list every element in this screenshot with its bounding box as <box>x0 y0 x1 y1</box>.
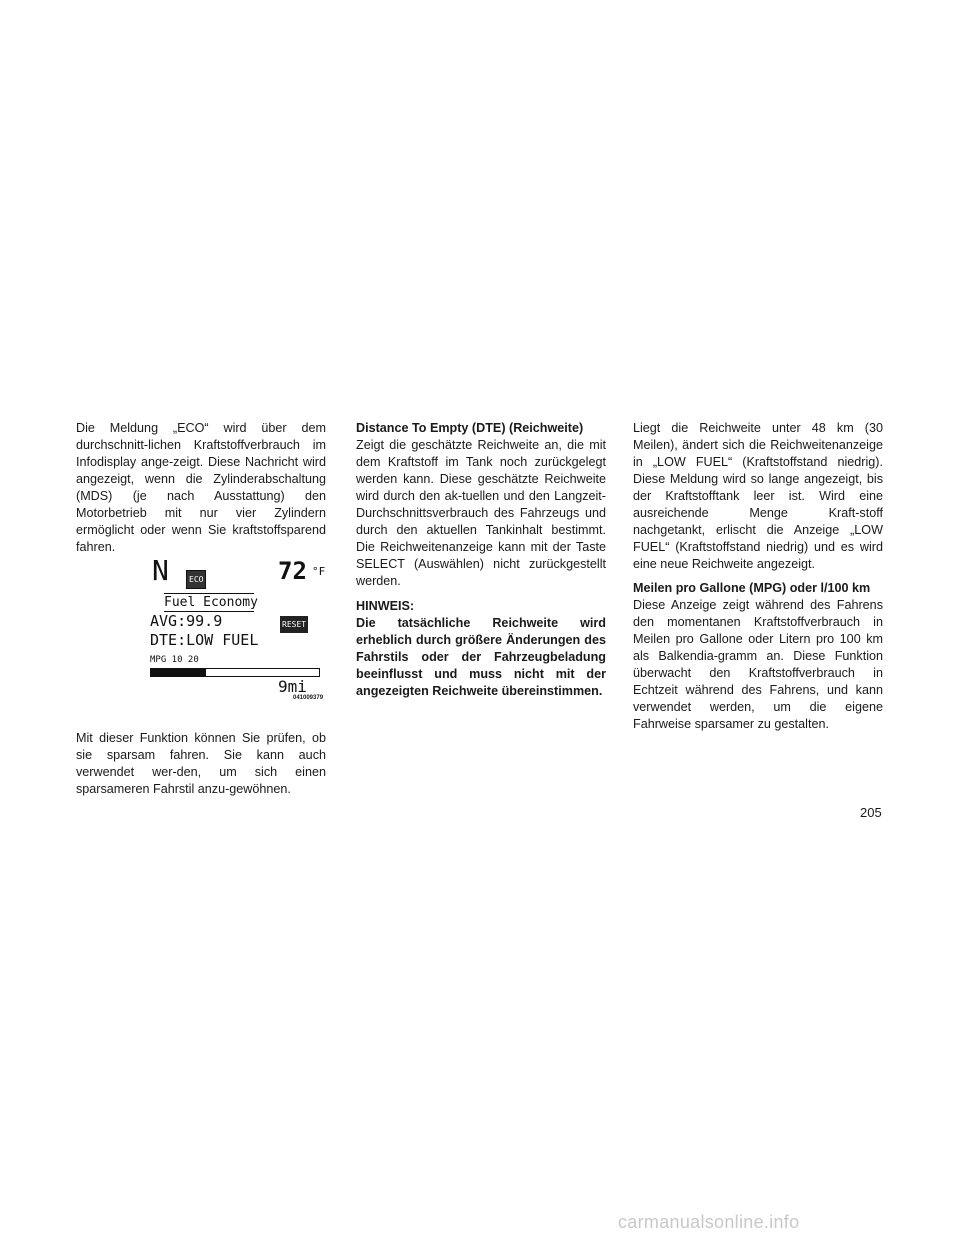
mpg-scale: MPG 10 20 <box>150 655 199 665</box>
display-title: Fuel Economy <box>164 595 258 610</box>
column-right <box>633 420 883 740</box>
low-fuel-paragraph: Liegt die Reichweite unter 48 km (30 Meilen), ändert sich die Reichweitenanzeige in „LOW FUEL“ (Kraftstoffstand niedrig). Diese Meldung wird so lange angezeigt, bis der Kraftstofftank leer ist. Wird eine ausreichende Menge Kraft-stoff nachgetankt, erlischt die Anzeige „LOW FUEL“ (Kraftstoffstand niedrig) und es wird eine neue Reichweite angezeigt. <box>633 421 883 571</box>
mpg-body: Diese Anzeige zeigt während des Fahrens den momentanen Kraftstoffverbrauch in Meilen pro Gallone oder Litern pro 100 km als Balkendia-gramm an. Diese Funktion überwacht den Kraftstoffverbrauch in Echtzeit während des Fahrens, und kann verwendet werden, um die eigene Fahrweise sparsamer zu gestalten. <box>633 598 883 731</box>
eco-message-paragraph: Die Meldung „ECO“ wird über dem durchschnitt-lichen Kraftstoffverbrauch im Infodisplay ange-zeigt. Diese Nachricht wird angezeigt, wenn die Zylinderabschaltung (MDS) (je nach Ausstattung) den Motorbetrieb mit nur vier Zylindern ermöglicht oder wenn Sie kraftstoffsparend fahren. <box>76 421 326 554</box>
dte-body: Zeigt die geschätzte Reichweite an, die mit dem Kraftstoff im Tank noch zurückgelegt werden kann. Diese geschätzte Reichweite wird durch den ak-tuellen und den Langzeit-Durchschnittsverbrauch des Fahrzeugs und durch den aktuellen Tankinhalt bestimmt. Die Reichweitenanzeige kann mit der Taste SELECT (Auswählen) nicht zurückgestellt werden. <box>356 438 606 588</box>
gear-indicator: N <box>152 554 169 587</box>
watermark: carmanualsonline.info <box>618 1212 800 1232</box>
reset-label: RESET <box>280 616 308 633</box>
instrument-display <box>150 554 326 696</box>
dte-readout: DTE:LOW FUEL <box>150 631 259 649</box>
mpg-heading: Meilen pro Gallone (MPG) oder l/100 km <box>633 581 871 595</box>
note-body: Die tatsächliche Reichweite wird erheblich durch größere Änderungen des Fahrstils oder der Fahrzeugbeladung beeinflusst und muss nicht mit der angezeigten Reichweite übereinstimmen. <box>356 616 606 698</box>
fuel-economy-display-figure <box>76 554 326 708</box>
figure-code: 041009379 <box>293 695 324 701</box>
function-paragraph: Mit dieser Funktion können Sie prüfen, ob sie sparsam fahren. Sie kann auch verwendet wer-den, um sich einen sparsameren Fahrstil anzu-gewöhnen. <box>76 731 326 796</box>
range-readout: 9mi <box>278 677 307 696</box>
temperature-unit: °F <box>312 565 326 578</box>
temperature-readout: 72 <box>278 557 307 585</box>
page-number: 205 <box>860 805 882 820</box>
column-left <box>76 420 326 805</box>
mpg-bar <box>150 668 320 677</box>
dte-heading: Distance To Empty (DTE) (Reichweite) <box>356 421 584 435</box>
note-title: HINWEIS: <box>356 599 415 613</box>
mpg-bar-fill <box>151 669 206 676</box>
average-readout: AVG:99.9 <box>150 612 223 630</box>
column-middle <box>356 420 606 707</box>
eco-badge: ECO <box>186 570 206 589</box>
